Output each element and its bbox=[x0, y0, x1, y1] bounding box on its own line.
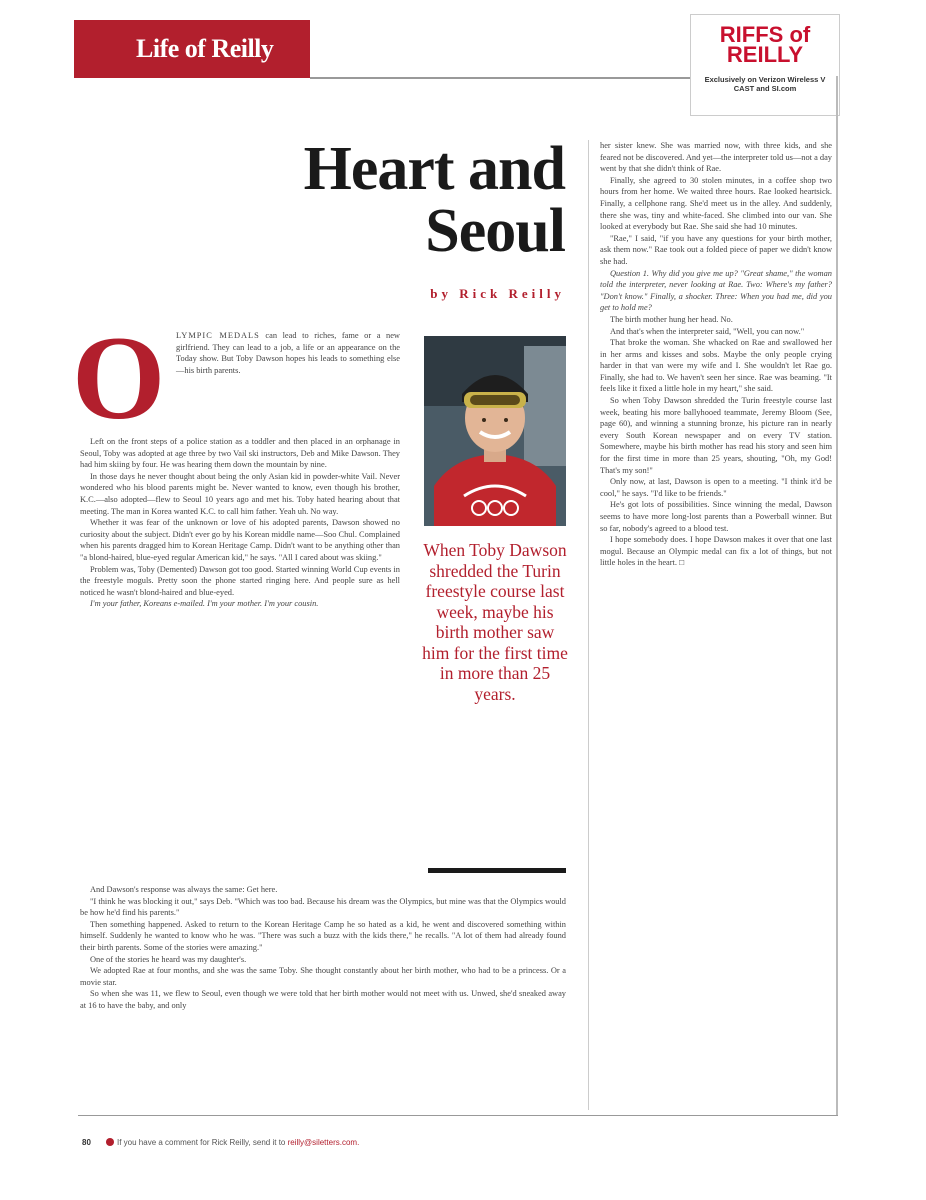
body-paragraph: Question 1. Why did you give me up? "Great shame," the woman told the interpreter, never looking at Rae. Two: Where's my father? "Don't know." Finally, a shocker. Three: When you had me, did you get to hold me? bbox=[600, 268, 832, 313]
body-paragraph: In those days he never thought about being the only Asian kid in powder-white Vail. Never wondered who his blood parents might be. Never wanted to know, even though his brother, K.C.—also adopted—flew to Seoul 10 years ago and met his. Toby hated hearing about that meeting. The man in Korea wanted K.C. to call him father. Yeah uh. No way. bbox=[80, 471, 400, 516]
body-paragraph: He's got lots of possibilities. Since winning the medal, Dawson seems to have more long-lost parents than a Powerball winner. But so far, nobody's agreed to a blood test. bbox=[600, 500, 832, 533]
title-line-2: Seoul bbox=[425, 197, 565, 265]
body-paragraph: The birth mother hung her head. No. bbox=[610, 314, 733, 324]
body-paragraph: We adopted Rae at four months, and she was the same Toby. She thought constantly about her birth mother, who had to be a princess. Or a movie star. bbox=[80, 966, 566, 987]
column-divider bbox=[588, 140, 589, 1110]
intro-caps: LYMPIC MEDALS bbox=[176, 331, 260, 340]
drop-cap: O bbox=[72, 311, 166, 444]
section-tab bbox=[74, 20, 310, 78]
riffs-promo-box bbox=[690, 14, 840, 116]
body-paragraph: So when she was 11, we flew to Seoul, even though we were told that her birth mother would not meet with us. Unwed, she'd sneaked away at 16 to have the baby, and only bbox=[80, 989, 566, 1010]
body-paragraph: Whether it was fear of the unknown or love of his adopted parents, Dawson showed no curiosity about the subject. Didn't ever go by his Korean middle name—Soo Chul. Complained when his parents dragged him to Korean Heritage Camp. Didn't want to be anything other than "a blond-haired, blue-eyed regular American kid," he says. "All I cared about was skiing." bbox=[80, 518, 400, 562]
right-border-rule bbox=[836, 76, 838, 1116]
riffs-subtitle: Exclusively on Verizon Wireless V CAST and SI.com bbox=[704, 75, 826, 93]
body-paragraph: And Dawson's response was always the same: Get here. bbox=[90, 885, 278, 894]
body-paragraph: her sister knew. She was married now, with three kids, and she feared not be discovered. And yet—the interpreter told us—not a day went by that she didn't think of Rae. bbox=[600, 141, 832, 174]
header-rule bbox=[310, 77, 690, 79]
comment-note bbox=[106, 1138, 359, 1147]
wide-column bbox=[80, 884, 566, 1012]
section-label: Life of Reilly bbox=[136, 34, 274, 63]
title-line-1: Heart and bbox=[303, 135, 565, 203]
email-link[interactable]: reilly@siletters.com. bbox=[287, 1138, 360, 1147]
comment-note-text: If you have a comment for Rick Reilly, send it to bbox=[117, 1138, 286, 1147]
pull-quote-bar bbox=[428, 868, 566, 873]
bullet-icon bbox=[106, 1138, 114, 1146]
byline: by Rick Reilly bbox=[430, 286, 565, 301]
body-paragraph: Finally, she agreed to 30 stolen minutes, in a coffee shop two hours from her home. We waited three hours. Rae looked heartsick. Finally, a cellphone rang. She'd meet us in the alley. And suddenly, there she was, tiny and white-faced. She climbed into our van. She looked at everybody but Rae. She said she had 10 minutes. bbox=[600, 175, 832, 232]
article-title bbox=[260, 135, 565, 265]
pull-quote: When Toby Dawson shredded the Turin freestyle course last week, maybe his birth mother saw him for the first time in more than 25 years. bbox=[422, 540, 568, 704]
body-paragraph: Left on the front steps of a police station as a toddler and then placed in an orphanage in Seoul, Toby was adopted at age three by two Vail ski instructors, Deb and Mike Dawson. They had him skiing by four. He was hearing them down the mountain by nine. bbox=[80, 437, 400, 470]
body-paragraph: "I think he was blocking it out," says Deb. "Which was too bad. Because his dream was the Olympics, but mine was that the Olympics would be how he'd find his parents." bbox=[80, 896, 566, 918]
riffs-title: RIFFS of REILLY bbox=[719, 22, 811, 67]
last-paragraph-text: I hope somebody does. I hope Dawson makes it over that one last mogul. Because an Olympic medal can fix a lot of things, but not little holes in the heart. bbox=[600, 535, 832, 568]
body-paragraph: "Rae," I said, "if you have any questions for your birth mother, ask them now." Rae took out a folded piece of paper we didn't know she had. bbox=[600, 233, 832, 266]
skier-photo bbox=[424, 336, 566, 526]
body-paragraph: Problem was, Toby (Demented) Dawson got too good. Started winning World Cup events in the freestyle moguls. Pretty soon the phone started ringing here. And people sure as hell noticed he wasn't blond-haired and blue-eyed. bbox=[80, 564, 400, 597]
intro-paragraph bbox=[176, 330, 400, 376]
body-paragraph: Then something happened. Asked to return to the Korean Heritage Camp he so hated as a kid, he went and discovered something within himself. Suddenly he wanted to know who he was. "There was such a buzz with the kids there," he recalls. "A lot of them had already found their birth parents. Some of the stories were amazing." bbox=[80, 919, 566, 952]
body-paragraph: I'm your father, Koreans e-mailed. I'm your mother. I'm your cousin. bbox=[90, 599, 319, 609]
skier-photo-illustration bbox=[424, 336, 566, 526]
body-paragraph: One of the stories he heard was my daughter's. bbox=[90, 954, 247, 964]
body-paragraph: And that's when the interpreter said, "Well, you can now." bbox=[610, 326, 805, 336]
right-column bbox=[600, 140, 832, 569]
body-paragraph: So when Toby Dawson shredded the Turin freestyle course last week, beating his more ballyhooed teammate, Jeremy Bloom (See, page 60), and winning a stunning bronze, his picture ran in nearly every South Korean newspaper and on every TV station. Somewhere, maybe his birth mother has read his story and seen him for the first time in more than 25 years, shouting, "Oh, my God! That's my son!" bbox=[600, 396, 832, 475]
body-paragraph bbox=[600, 534, 832, 569]
page-number: 80 bbox=[82, 1138, 91, 1147]
footer-rule bbox=[78, 1115, 838, 1116]
intro-text: can lead to riches, fame or a new girlfriend. They can lead to a job, a life or an appearance on the Today show. But Toby Dawson hopes his leads to something else—his birth parents. bbox=[176, 331, 400, 375]
left-column bbox=[80, 436, 400, 610]
end-mark-icon: □ bbox=[679, 558, 685, 568]
body-paragraph: Only now, at last, Dawson is open to a meeting. "I think it'd be cool," he says. "I'd like to be friends." bbox=[600, 477, 832, 498]
body-paragraph: That broke the woman. She whacked on Rae and swallowed her in her arms and kisses and sobs. Maybe the only people crying harder in that van were my wife and I. She wouldn't let Rae go. Finally, she had to. We haven't seen her since. Rae was beaming. "It feels like it fixed a little hole in my heart," she said. bbox=[600, 338, 832, 394]
